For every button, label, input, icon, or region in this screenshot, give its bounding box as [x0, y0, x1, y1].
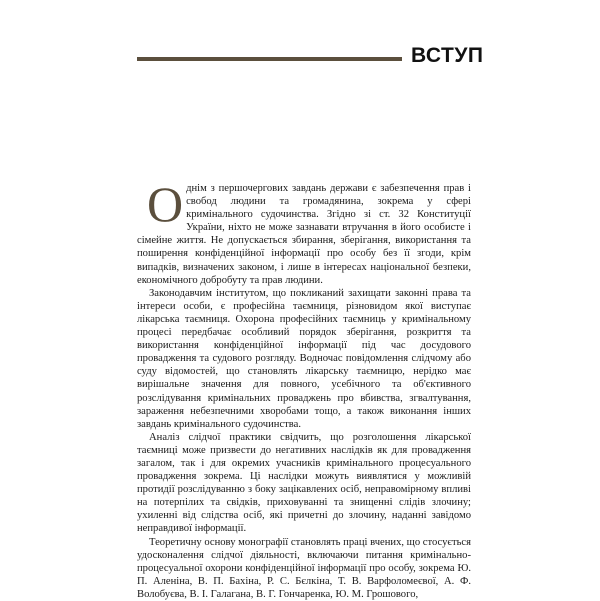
paragraph-1: [137, 176, 471, 287]
paragraph-1-text: днім з першочергових завдань держави є забезпечення прав і свобод людини та громадянина, зокрема у сфері кримінального судочинства. Згідно зі ст. 32 Конституції України, ніхто не може зазнавати втручання в його особисте і сімейне життя. Не допускається збирання, зберігання, використання та поширення конфіденційної інформації про особу без її згоди, крім випадків, визначених законом, і лише в інтересах національної безпеки, економічного добробуту та прав людини.: [137, 183, 471, 286]
paragraph-4: Теоретичну основу монографії становлять праці вчених, що стосується удосконалення слідчої діяльності, включаючи питання кримінально-процесуальної охорони конфіденційної інформації про особу, зокрема Ю. П. Аленіна, В. П. Бахіна, Р. С. Бєлкіна, Т. В. Варфоломеєвої, А. Ф. Волобуєва, В. І. Галагана, В. Г. Гончаренка, Ю. М. Грошового,: [137, 536, 471, 600]
paragraph-2: Законодавчим інститутом, що покликаний захищати законні права та інтереси особи, є професійна таємниця, різновидом якої виступає лікарська таємниця. Охорона професійних таємниць у кримінальному процесі передбачає особливий порядок зберігання, розкриття та використання конфіденційної інформації під час досудового провадження та судового розгляду. Водночас повідомлення слідчому або суду відомостей, що становлять лікарську таємницю, нерідко має вирішальне значення для повного, усебічного та об'єктивного розслідування кримінальних проваджень про вбивства, згвалтування, зараження небезпечними хворобами тощо, а також виконання інших завдань кримінального судочинства.: [137, 287, 471, 430]
paragraph-3: Аналіз слідчої практики свідчить, що розголошення лікарської таємниці може призвести до негативних наслідків як для провадження загалом, так і для окремих учасників кримінального процесуального провадження зокрема. Ці наслідки можуть виявлятися у можливій протидії розслідуванню з боку зацікавлених осіб, неправомірному впливі на потерпілих та свідків, приховуванні та знищенні слідів злочину; ухиленні від слідства осіб, які причетні до злочину, наданні завідомо неправдивої інформації.: [137, 431, 471, 535]
drop-cap: О: [147, 176, 184, 232]
header-rule: [137, 57, 402, 61]
body-text: [137, 176, 471, 601]
page-title: ВСТУП: [411, 44, 484, 67]
